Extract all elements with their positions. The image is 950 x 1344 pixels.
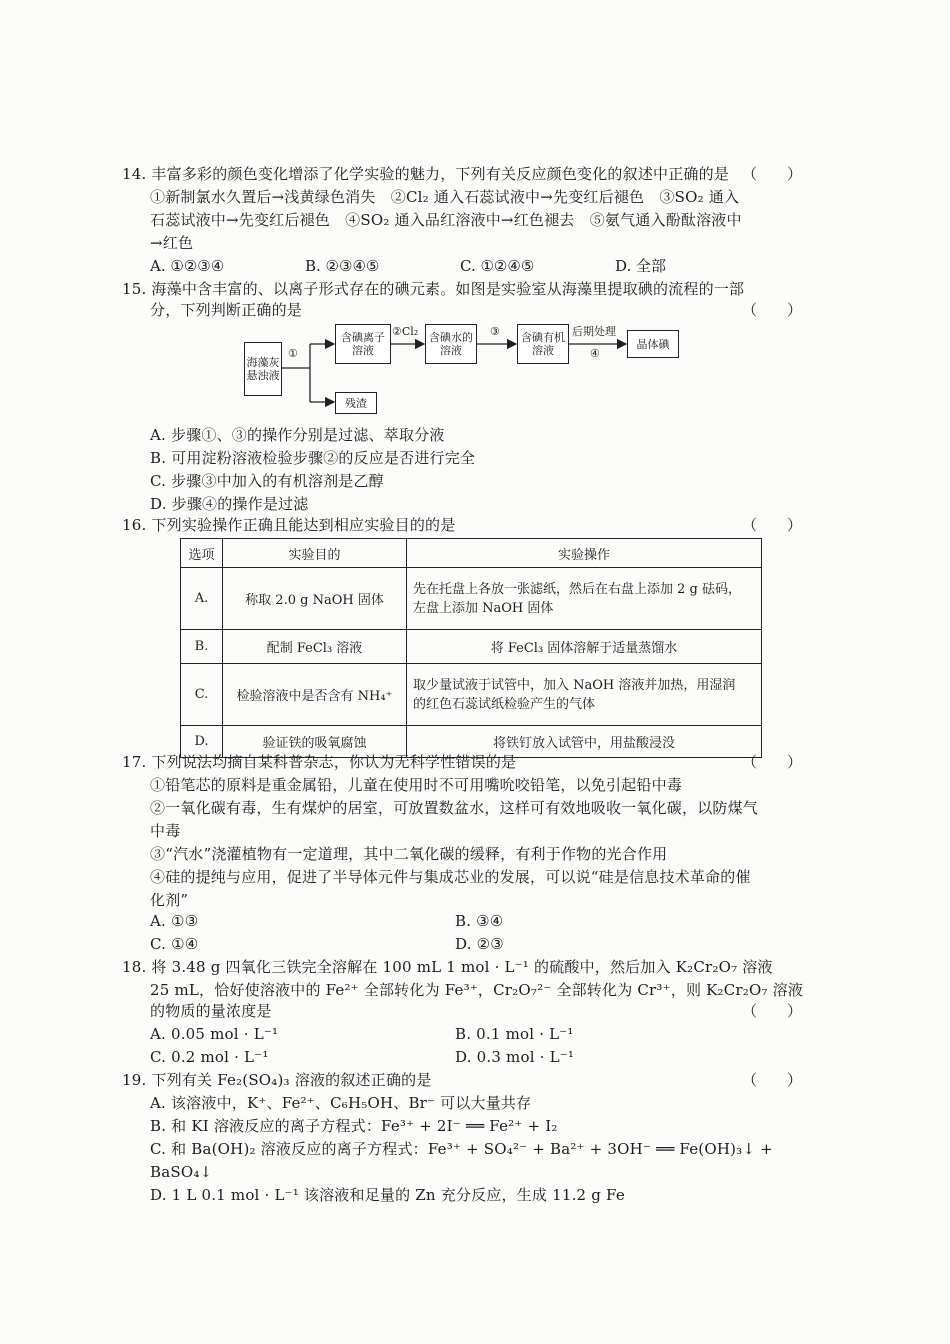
q18-option-c[interactable]: C. 0.2 mol · L⁻¹: [150, 1048, 269, 1066]
q14-line2: ①新制氯水久置后→浅黄绿色消失 ②Cl₂ 通入石蕊试液中→先变红后褪色 ③SO₂ 通入: [150, 188, 740, 206]
q14-options: [150, 256, 770, 276]
table-row: [181, 568, 762, 630]
q18-option-d[interactable]: D. 0.3 mol · L⁻¹: [455, 1048, 575, 1066]
q15-answer-paren: （ ）: [742, 301, 803, 319]
table-row: [181, 630, 762, 664]
q15-option-d[interactable]: D. 步骤④的操作是过滤: [150, 495, 309, 513]
q18-stem: 18. 将 3.48 g 四氧化三铁完全溶解在 100 mL 1 mol · L⁻¹ 的硫酸中，然后加入 K₂Cr₂O₇ 溶液: [122, 958, 773, 976]
q19-option-d[interactable]: D. 1 L 0.1 mol · L⁻¹ 该溶液和足量的 Zn 充分反应，生成 11.2 g Fe: [150, 1186, 625, 1204]
q14-option-a[interactable]: A. ①②③④: [150, 257, 225, 275]
q19-option-a[interactable]: A. 该溶液中，K⁺、Fe²⁺、C₆H₅OH、Br⁻ 可以大量共存: [150, 1094, 532, 1112]
q17-option-b[interactable]: B. ③④: [455, 912, 504, 930]
header-goal: 实验目的: [223, 539, 407, 568]
q14-line4: →红色: [150, 234, 194, 252]
q14-option-c[interactable]: C. ①②④⑤: [460, 257, 535, 275]
q17-option-c[interactable]: C. ①④: [150, 935, 199, 953]
row-d-operation: 将铁钉放入试管中，用盐酸浸没: [407, 726, 762, 758]
q17-statement-2-cont: 中毒: [150, 822, 181, 840]
flow-start-box: 海藻灰悬浊液: [244, 342, 282, 396]
q17-option-a[interactable]: A. ①③: [150, 912, 199, 930]
row-a-operation: 先在托盘上各放一张滤纸，然后在右盘上添加 2 g 砝码， 左盘上添加 NaOH 固体: [407, 568, 762, 630]
row-b-option: B.: [181, 630, 223, 664]
q15-option-c[interactable]: C. 步骤③中加入的有机溶剂是乙醇: [150, 472, 384, 490]
flow-box-organic-solution: 含碘有机溶液: [517, 324, 569, 364]
q18-line2: 25 mL，恰好使溶液中的 Fe²⁺ 全部转化为 Fe³⁺，Cr₂O₇²⁻ 全部转化为 Cr³⁺，则 K₂Cr₂O₇ 溶液: [150, 981, 804, 999]
q19-option-b[interactable]: B. 和 KI 溶液反应的离子方程式：Fe³⁺ + 2I⁻ ══ Fe²⁺ + I₂: [150, 1117, 558, 1135]
header-option: 选项: [181, 539, 223, 568]
q17-statement-4: ④硅的提纯与应用，促进了半导体元件与集成芯业的发展，可以说“硅是信息技术革命的催: [150, 868, 751, 886]
row-b-operation: 将 FeCl₃ 固体溶解于适量蒸馏水: [407, 630, 762, 664]
q14-option-d[interactable]: D. 全部: [615, 257, 667, 275]
q17-statement-4-cont: 化剂”: [150, 891, 189, 909]
q14-option-b[interactable]: B. ②③④⑤: [305, 257, 380, 275]
q17-stem: 17. 下列说法均摘自某科普杂志，你认为无科学性错误的是: [122, 753, 517, 771]
q14-stem: 14. 丰富多彩的颜色变化增添了化学实验的魅力，下列有关反应颜色变化的叙述中正确的是: [122, 165, 730, 183]
flow-box-iodine-water: 含碘水的溶液: [425, 324, 477, 364]
flow-box-iodide-solution: 含碘离子溶液: [335, 324, 391, 364]
q17-answer-paren: （ ）: [742, 753, 803, 771]
q17-statement-1: ①铅笔芯的原料是重金属铅，儿童在使用时不可用嘴吮咬铅笔，以免引起铅中毒: [150, 776, 683, 794]
flow-step4-label: ④: [590, 347, 600, 360]
experiment-table: [180, 538, 762, 758]
flow-box-residue: 残渣: [335, 392, 377, 414]
q18-line3: 的物质的量浓度是: [150, 1002, 272, 1020]
header-operation: 实验操作: [407, 539, 762, 568]
row-b-goal: 配制 FeCl₃ 溶液: [223, 630, 407, 664]
flow-step3-label: ③: [490, 325, 500, 338]
q19-answer-paren: （ ）: [742, 1071, 803, 1089]
table-header-row: [181, 539, 762, 568]
flow-box-crystal-iodine: 晶体碘: [627, 330, 679, 358]
q16-stem: 16. 下列实验操作正确且能达到相应实验目的的是: [122, 516, 456, 534]
flow-step1-label: ①: [288, 347, 298, 360]
row-a-goal: 称取 2.0 g NaOH 固体: [223, 568, 407, 630]
row-c-operation: 取少量试液于试管中，加入 NaOH 溶液并加热，用湿润 的红色石蕊试纸检验产生的气体: [407, 664, 762, 726]
q17-option-d[interactable]: D. ②③: [455, 935, 504, 953]
row-a-option: A.: [181, 568, 223, 630]
flow-step4-top-label: 后期处理: [572, 325, 616, 338]
q14-line3: 石蕊试液中→先变红后褪色 ④SO₂ 通入品红溶液中→红色褪去 ⑤氨气通入酚酞溶液中: [150, 211, 742, 229]
q15-option-a[interactable]: A. 步骤①、③的操作分别是过滤、萃取分液: [150, 426, 445, 444]
q16-answer-paren: （ ）: [742, 516, 803, 534]
row-c-goal: 检验溶液中是否含有 NH₄⁺: [223, 664, 407, 726]
q19-option-c[interactable]: C. 和 Ba(OH)₂ 溶液反应的离子方程式：Fe³⁺ + SO₄²⁻ + Ba²⁺ + 3OH⁻ ══ Fe(OH)₃↓ +: [150, 1140, 773, 1158]
table-row: [181, 664, 762, 726]
q17-statement-2: ②一氧化碳有毒，生有煤炉的居室，可放置数盆水，这样可有效地吸收一氧化碳，以防煤气: [150, 799, 759, 817]
q15-option-b[interactable]: B. 可用淀粉溶液检验步骤②的反应是否进行完全: [150, 449, 476, 467]
q15-stem: 15. 海藻中含丰富的、以离子形式存在的碘元素。如图是实验室从海藻里提取碘的流程的一部: [122, 280, 745, 298]
q15-line2: 分，下列判断正确的是: [150, 301, 303, 319]
q18-option-b[interactable]: B. 0.1 mol · L⁻¹: [455, 1025, 574, 1043]
q14-answer-paren: （ ）: [742, 165, 803, 183]
row-d-goal: 验证铁的吸氧腐蚀: [223, 726, 407, 758]
q19-stem: 19. 下列有关 Fe₂(SO₄)₃ 溶液的叙述正确的是: [122, 1071, 432, 1089]
iodine-extraction-flow-diagram: [240, 318, 700, 418]
row-d-option: D.: [181, 726, 223, 758]
q18-answer-paren: （ ）: [742, 1002, 803, 1020]
row-c-option: C.: [181, 664, 223, 726]
flow-step2-label: ②Cl₂: [392, 325, 419, 338]
q18-option-a[interactable]: A. 0.05 mol · L⁻¹: [150, 1025, 279, 1043]
q17-statement-3: ③“汽水”浇灌植物有一定道理，其中二氧化碳的缓释，有利于作物的光合作用: [150, 845, 668, 863]
q19-option-c-cont: BaSO₄↓: [150, 1163, 213, 1181]
